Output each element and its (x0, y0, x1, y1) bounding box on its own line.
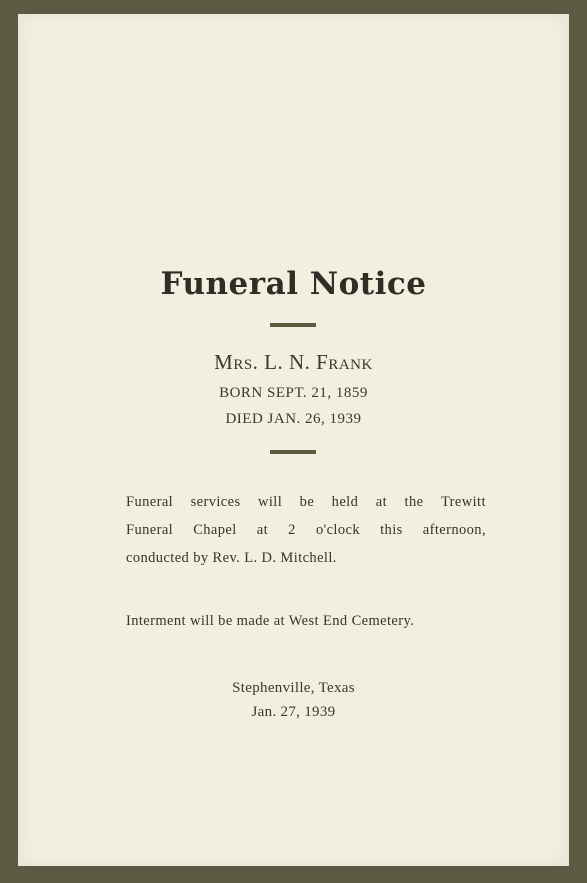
deceased-name: Mrs. L. N. Frank (214, 350, 373, 374)
services-line-1: Funeral services will be held at the Trewitt (126, 494, 486, 510)
interment-paragraph (126, 607, 486, 635)
death-date: DIED JAN. 26, 1939 (225, 411, 362, 427)
birth-date: BORN SEPT. 21, 1859 (219, 385, 368, 401)
bottom-divider (270, 450, 316, 454)
place-line: Stephenville, Texas (232, 680, 355, 696)
top-divider (270, 323, 316, 327)
services-line-2: Funeral Chapel at 2 o'clock this afternoon, (126, 522, 486, 538)
services-line-3: conducted by Rev. L. D. Mitchell. (126, 550, 337, 566)
services-paragraph (126, 488, 486, 572)
interment-line: Interment will be made at West End Cemetery. (126, 613, 415, 629)
funeral-notice-card (18, 14, 569, 866)
notice-date: Jan. 27, 1939 (251, 704, 336, 720)
notice-title: Funeral Notice (160, 266, 427, 302)
